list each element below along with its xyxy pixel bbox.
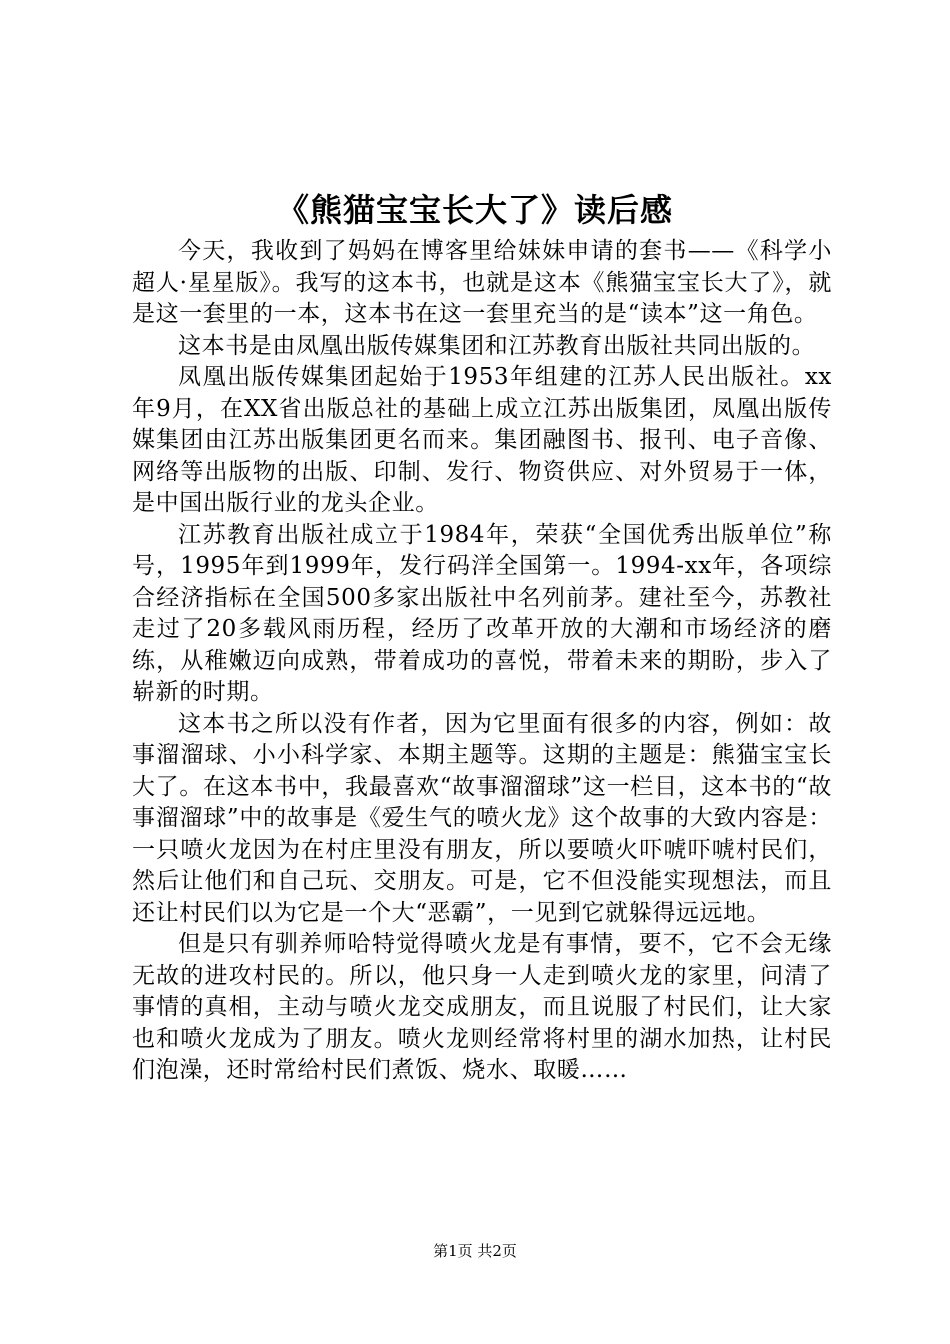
page-footer: 第1页 共2页 — [433, 1242, 517, 1260]
paragraph: 这本书之所以没有作者，因为它里面有很多的内容，例如：故事溜溜球、小小科学家、本期主题等。这期的主题是：熊猫宝宝长大了。在这本书中，我最喜欢“故事溜溜球”这一栏目，这本书的“故事溜溜球”中的故事是《爱生气的喷火龙》这个故事的大致内容是：一只喷火龙因为在村庄里没有朋友，所以要喷火吓唬吓唬村民们，然后让他们和自己玩、交朋友。可是，它不但没能实现想法，而且还让村民们以为它是一个大“恶霸”，一见到它就躲得远远地。 — [132, 710, 832, 926]
paragraph: 这本书是由凤凰出版传媒集团和江苏教育出版社共同出版的。 — [178, 332, 816, 359]
paragraph: 但是只有驯养师哈特觉得喷火龙是有事情，要不，它不会无缘无故的进攻村民的。所以，他只身一人走到喷火龙的家里，问清了事情的真相，主动与喷火龙交成朋友，而且说服了村民们，让大家也和喷火龙成为了朋友。喷火龙则经常将村里的湖水加热，让村民们泡澡，还时常给村民们煮饭、烧水、取暖…… — [132, 931, 832, 1083]
paragraph: 凤凰出版传媒集团起始于1953年组建的江苏人民出版社。xx年9月，在XX省出版总社的基础上成立江苏出版集团，凤凰出版传媒集团由江苏出版集团更名而来。集团融图书、报刊、电子音像、网络等出版物的出版、印制、发行、物资供应、对外贸易于一体，是中国出版行业的龙头企业。 — [132, 364, 832, 516]
paragraph: 江苏教育出版社成立于1984年，荣获“全国优秀出版单位”称号，1995年到1999年，发行码洋全国第一。1994-xx年，各项综合经济指标在全国500多家出版社中名列前茅。建社至今，苏教社走过了20多载风雨历程，经历了改革开放的大潮和市场经济的磨练，从稚嫩迈向成熟，带着成功的喜悦，带着未来的期盼，步入了崭新的时期。 — [132, 521, 832, 705]
document-title: 《熊猫宝宝长大了》读后感 — [276, 191, 673, 229]
paragraph: 今天，我收到了妈妈在博客里给妹妹申请的套书——《科学小超人·星星版》。我写的这本书，也就是这本《熊猫宝宝长大了》，就是这一套里的一本，这本书在这一套里充当的是“读本”这一角色。 — [132, 238, 832, 327]
document-body — [132, 236, 832, 1087]
